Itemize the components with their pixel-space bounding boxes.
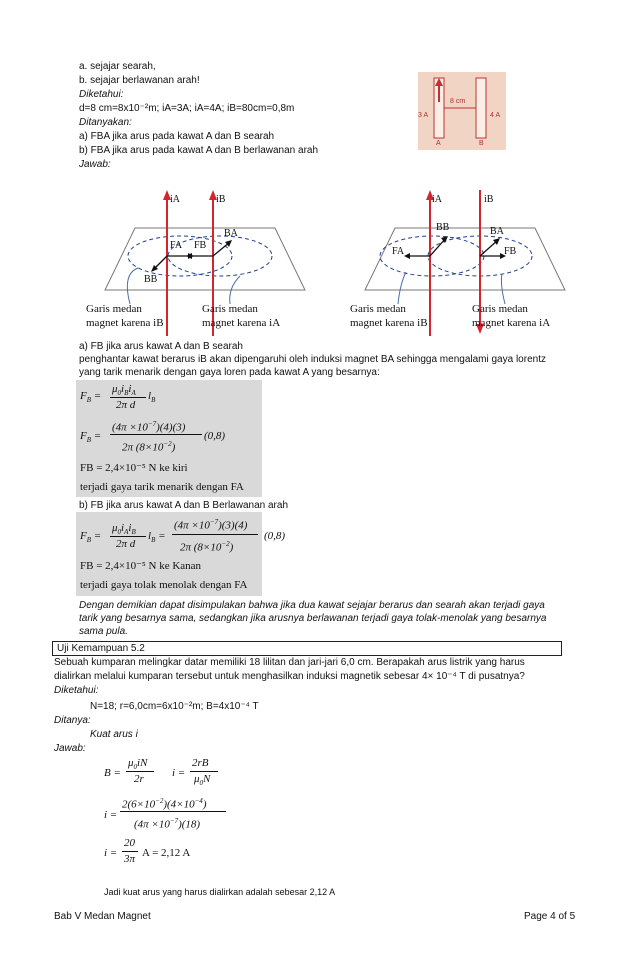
- uji-diketahui-value: N=18; r=6,0cm=6x10⁻²m; B=4x10⁻⁴ T: [90, 701, 259, 712]
- uji-ditanya-label: Ditanya:: [54, 715, 91, 726]
- part-b-heading: b) FB jika arus kawat A dan B Berlawanan arah: [79, 500, 289, 511]
- summary-line-3: sama pula.: [79, 626, 128, 637]
- d2-label-fb: FB: [504, 246, 517, 257]
- d1-label-ib: iB: [216, 194, 226, 205]
- d1-label-bb: BB: [144, 274, 158, 285]
- part-a-text-1: penghantar kawat berarus iB akan dipengaruhi oleh induksi magnet BA sehingga mengalami gaya lorentz: [79, 354, 546, 365]
- part-a-heading: a) FB jika arus kawat A dan B searah: [79, 341, 243, 352]
- part-b-conclusion: terjadi gaya tolak menolak dengan FA: [80, 579, 248, 591]
- diketahui-value: d=8 cm=8x10⁻²m; iA=3A; iA=4A; iB=80cm=0,8m: [79, 103, 295, 114]
- d1-right-caption-1: Garis medan: [202, 303, 258, 315]
- footer-chapter: Bab V Medan Magnet: [54, 911, 151, 922]
- d2-left-caption-2: magnet karena iB: [350, 317, 428, 329]
- d1-label-ia: iA: [170, 194, 180, 205]
- figure-right-current: 4 A: [490, 112, 501, 119]
- summary-line-2: tarik yang besarnya sama, sedangkan jika arusnya berlawanan terjadi gaya tolak-menolak yang besarnya: [79, 613, 547, 624]
- uji-title: Uji Kemampuan 5.2: [57, 643, 145, 654]
- figure-wire-b: B: [479, 140, 484, 147]
- d1-label-ba: BA: [224, 228, 238, 239]
- d1-label-fb: FB: [194, 240, 207, 251]
- uji-question-1: Sebuah kumparan melingkar datar memiliki 18 lilitan dan jari-jari 6,0 cm. Berapakah arus listrik yang harus: [54, 657, 525, 668]
- d2-label-ia: iA: [432, 194, 442, 205]
- d2-label-bb: BB: [436, 222, 450, 233]
- option-b: b. sejajar berlawanan arah!: [79, 75, 200, 86]
- uji-question-2: dialirkan melalui kumparan tersebut untuk menghasilkan induksi magnetik sebesar 4× 10⁻⁴ T di pusatnya?: [54, 671, 525, 682]
- d1-right-caption-2: magnet karena iA: [202, 317, 281, 329]
- d1-left-caption-1: Garis medan: [86, 303, 142, 315]
- part-b-result: FB = 2,4×10⁻⁵ N ke Kanan: [80, 560, 202, 572]
- d2-left-caption-1: Garis medan: [350, 303, 406, 315]
- part-a-result: FB = 2,4×10⁻⁵ N ke kiri: [80, 462, 188, 474]
- uji-final-answer: Jadi kuat arus yang harus dialirkan adalah sebesar 2,12 A: [104, 887, 336, 897]
- figure-distance: 8 cm: [450, 98, 466, 105]
- diagram-opposite-direction: [340, 188, 570, 338]
- summary-line-1: Dengan demikian dapat disimpulakan bahwa jika dua kawat sejajar berarus dan searah akan terjadi gaya: [79, 600, 545, 611]
- d2-label-ba: BA: [490, 226, 504, 237]
- part-a-equation-box: $F_B$ = $\mu_0i_Bi_A$ 2π d $l_B$ $F_B$ = $(4\pi \times 10^{-7})(4)(3)$ 2π $(8\times 10^{-2})$ (0,8) FB = 2,4×10⁻⁵ N ke kiri terjadi gaya tarik menarik dengan FA: [76, 380, 262, 497]
- uji-diketahui-label: Diketahui:: [54, 685, 99, 696]
- question-a: a) FBA jika arus pada kawat A dan B searah: [79, 131, 275, 142]
- d2-right-caption-1: Garis medan: [472, 303, 528, 315]
- diketahui-label: Diketahui:: [79, 89, 124, 100]
- uji-kemampuan-header: [52, 641, 562, 656]
- part-a-text-2: yang tarik menarik dengan gaya loren pada kawat A yang besarnya:: [79, 367, 380, 378]
- figure-wire-a: A: [436, 140, 441, 147]
- figure-left-current: 3 A: [418, 112, 429, 119]
- d2-label-fa: FA: [392, 246, 405, 257]
- option-a: a. sejajar searah,: [79, 61, 156, 72]
- d2-right-caption-2: magnet karena iA: [472, 317, 551, 329]
- two-wire-figure: [418, 72, 506, 150]
- footer-page: Page 4 of 5: [524, 911, 576, 922]
- d2-label-ib: iB: [484, 194, 494, 205]
- jawab-label: Jawab:: [79, 159, 111, 170]
- diagram-same-direction: [80, 188, 310, 338]
- uji-ditanya-value: Kuat arus i: [90, 729, 138, 740]
- d1-left-caption-2: magnet karena iB: [86, 317, 164, 329]
- uji-equation-box: B = $\mu_0iN$ 2r i = 2rB $\mu_0N$ i = $2(6\times 10^{-2})(4\times 10^{-4})$ $(4\pi \times 10^{-7})(18)$ i = 20 3π A = 2,12 A: [100, 755, 234, 871]
- d1-label-fa: FA: [170, 240, 183, 251]
- part-b-equation-box: $F_B$ = $\mu_0i_Ai_B$ 2π d $l_B$ = $(4\pi \times 10^{-7})(3)(4)$ 2π $(8\times 10^{-2})$ FB = 2,4×10⁻⁵ N ke Kanan terjadi gaya tolak menolak dengan FA: [76, 512, 262, 596]
- part-a-conclusion: terjadi gaya tarik menarik dengan FA: [80, 481, 244, 493]
- question-b: b) FBA jika arus pada kawat A dan B berlawanan arah: [79, 145, 319, 156]
- ditanyakan-label: Ditanyakan:: [79, 117, 132, 128]
- uji-jawab-label: Jawab:: [54, 743, 86, 754]
